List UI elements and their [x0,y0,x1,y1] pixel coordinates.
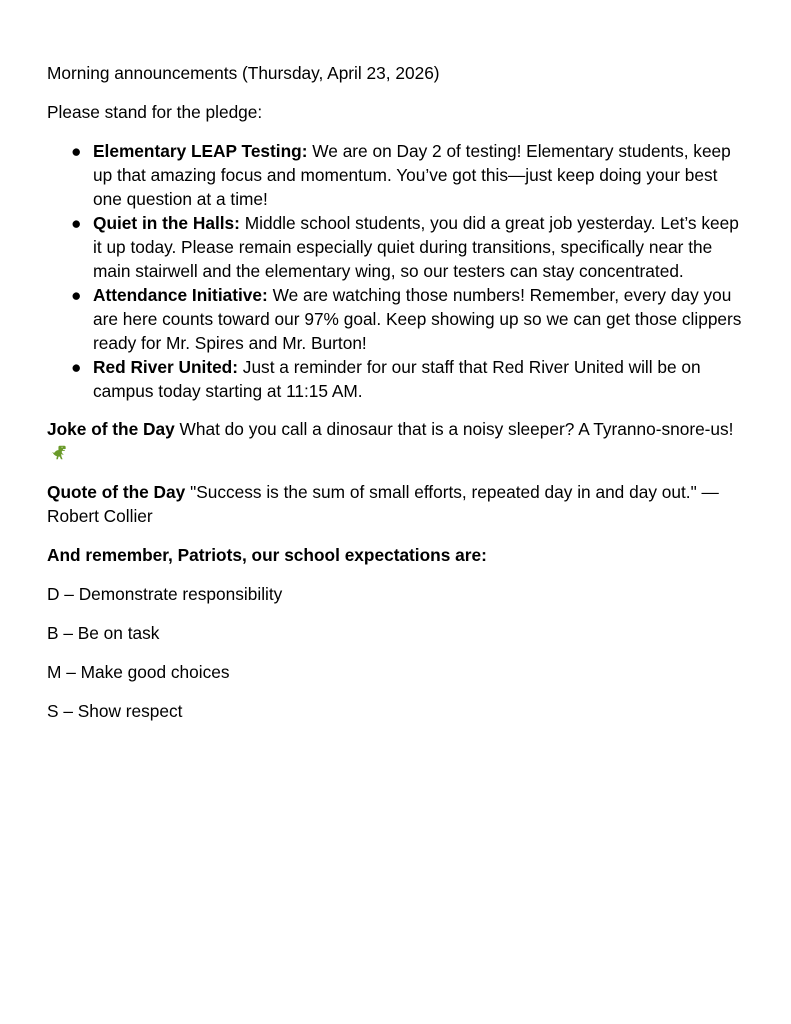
pledge-line: Please stand for the pledge: [47,102,263,122]
expectation-item: M – Make good choices [47,662,230,682]
bullet-icon: ● [71,285,82,305]
bullet-heading: Elementary LEAP Testing: [93,141,308,161]
bullet-heading: Attendance Initiative: [93,285,268,305]
joke-paragraph [47,417,747,465]
list-item [47,139,747,211]
quote-paragraph [47,480,747,528]
expectation-item: B – Be on task [47,623,160,643]
bullet-icon: ● [71,357,82,377]
quote-label: Quote of the Day [47,482,186,502]
list-item [47,355,747,403]
bullet-text: Middle school students, you did a great job yesterday. Let’s keep it up today. Please remain especially quiet during transitions, specifically near the main stairwell and the elementary wing, so our testers can stay concentrated. [93,213,739,281]
expectations-heading [47,543,747,567]
bullet-heading: Quiet in the Halls: [93,213,240,233]
expectation-item: D – Demonstrate responsibility [47,584,283,604]
joke-text: What do you call a dinosaur that is a noisy sleeper? A Tyranno-snore-us! [174,419,734,439]
announcement-title: Morning announcements (Thursday, April 23, 2026) [47,63,440,83]
bullet-heading: Red River United: [93,357,238,377]
joke-label: Joke of the Day [47,419,175,439]
document-body [47,61,747,738]
expectations-heading-text: And remember, Patriots, our school expectations are: [47,545,487,565]
announcement-list [47,139,747,403]
bullet-text: We are on Day 2 of testing! Elementary students, keep up that amazing focus and momentum. You’ve got this—just keep doing your best one question at a time! [93,141,731,209]
list-item [47,211,747,283]
bullet-text: Just a reminder for our staff that Red River United will be on campus today starting at 11:15 AM. [93,357,701,401]
list-item [47,283,747,355]
bullet-icon: ● [71,213,82,233]
bullet-icon: ● [71,141,82,161]
t-rex-icon [49,444,67,462]
quote-text: "Success is the sum of small efforts, repeated day in and day out." — Robert Collier [47,482,719,526]
bullet-text: We are watching those numbers! Remember, every day you are here counts toward our 97% goal. Keep showing up so we can get those clippers ready for Mr. Spires and Mr. Burton! [93,285,742,353]
expectation-item: S – Show respect [47,701,183,721]
